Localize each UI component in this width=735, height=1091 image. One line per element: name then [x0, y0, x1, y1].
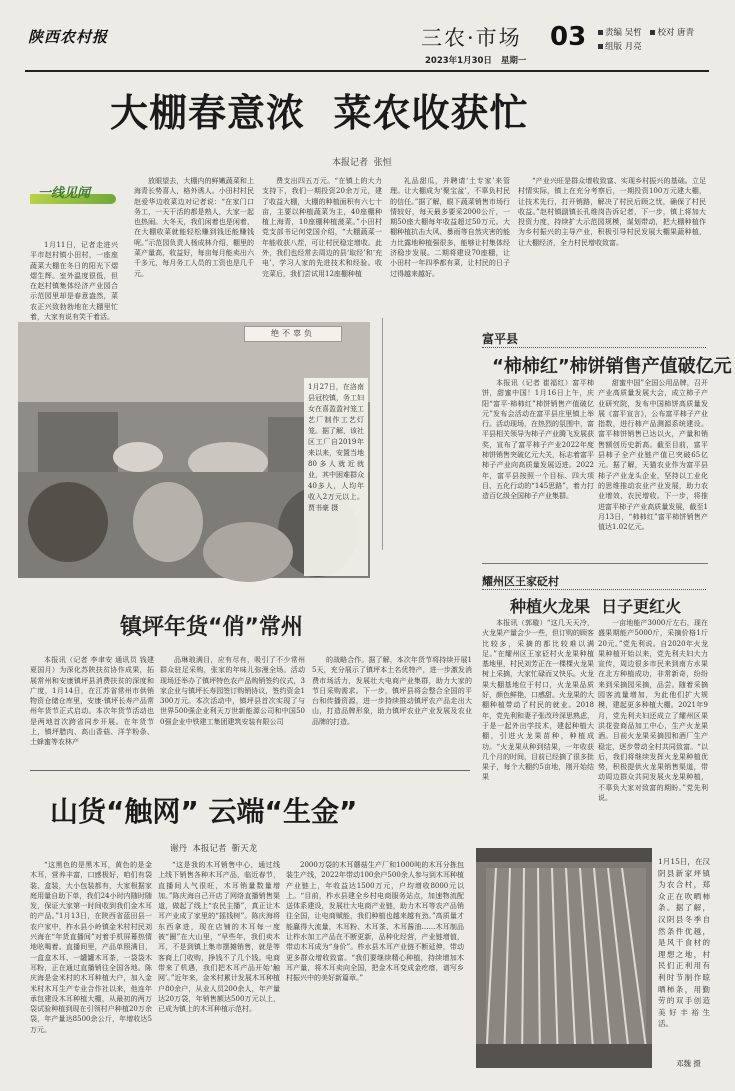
column-tag [30, 178, 118, 208]
zhangping-col-3-text: 的战略合作。据了解，本次年货节将持续开展15天，充分展示了镇坪本土名优特产，进一步激发消费市场活力，发展壮大电商产业集群，助力大家的节日采购需求。下一步，镇坪县将会整合全国的平台和传播资源，进一步持续推动镇坪农产品走出大山，打造品牌形象，助力镇坪农业产业发展及农业品牌的打造。 [312, 656, 472, 726]
zhangping-col-1-text: 本报讯（记者 李聿安 通讯员 钱建 夏国月）为深化苏陕扶贫协作成果，拓展常州和安康镇坪县消费扶贫的深度和广度，1月14日，在江苏省常州市供销物资仓储仓库里，安康·镇坪长寿产品常州年货节正式启动。本次年货节活动也是两地首次跨省同步开展。在年货节上，镇坪腊肉、高山香菇、洋芋粉条、土蜂蜜等农林产 [30, 656, 154, 747]
masthead-rule [25, 70, 709, 72]
lead-col-1-text: 1月11日，记者走进兴平市赵村镇小田村，一座座蔬菜大棚在冬日的阳光下熠熠生辉。室外温度很低，但在赵村镇集体经济产业园合示范园里却是春意盎然，菜农正兴致勃勃地在大棚里忙着，大家有说有笑干着活。 [30, 241, 118, 322]
editor-credits [598, 26, 694, 54]
editor-role-2: 校对 [657, 28, 675, 38]
lead-col-3-text: 费支出四五万元。“在镇上的大力支持下，我们一期投资20余万元，建了收益大棚，大棚的种植面积有六七十亩，主要以种植蔬菜为主，40座棚种植上海青，10座棚种植菠菜。”小田村党支部书记何党国介绍，“大棚蔬菜一年能收获八茬，可让村民稳定增收。此外，我们也经常去周边的县‘取经’和‘充电’，学习人家的先进技术和经验。收完菜后，我们尝试用12座棚种植 [262, 177, 382, 278]
lead-photo-caption [304, 378, 368, 576]
banner-text: 绝不辜负 [271, 329, 315, 338]
dragonfruit-col-2-text: 一亩地能产3000斤左右，现在盛果期能产5000斤，采摘价格1斤20元。”党先利说。自2020年火龙果种植开始以来，党先利夫妇大力宣传，周边很多市民来到南方水果在北方种植成功，非常新奇，纷纷来到采摘园采摘，品尝。随着采摘园客流量增加，为此他们扩大规模，建起更多种植大棚。2021年9月，党先利夫妇还成立了耀州区果洪花瓷商品加工中心，生产火龙果酒。目前火龙果采摘园和酒厂生产稳定，逐步带动全村共同致富。“以后，我们将继续发挥火龙果种植优势，积极提供火龙果销售渠道，带动周边群众共同发展火龙果种植，不辜负大家对致富的期盼。”党先利说。 [598, 619, 708, 803]
date-text: 2023年1月30日 [425, 56, 492, 66]
issue-date [425, 54, 526, 66]
persimmon-drying-photo [476, 848, 652, 1068]
section-name: 三农·市场 [421, 26, 522, 50]
lead-col-4 [390, 176, 510, 300]
fuping-col-1 [482, 378, 594, 558]
shanhuo-col-2 [158, 860, 280, 1082]
zhangping-col-1 [30, 655, 154, 763]
photo-banner [244, 326, 342, 342]
editor-role-3: 组版 [605, 42, 623, 52]
lead-headline: 大棚春意浓 菜农收获忙 [110, 91, 529, 135]
dragonfruit-headline: 种植火龙果 日子更红火 [510, 597, 682, 616]
lead-col-1 [30, 240, 118, 322]
lead-col-3 [262, 176, 382, 300]
zhangping-bottom-rule [30, 770, 470, 771]
lead-col-2-text: 放眼望去，大棚内的鲜嫩蔬菜和上海青长势喜人，格外诱人。小田村村民赵爱华边收菜边对记者说：“在家门口务工，一天干活的都是熟人，大家一起也热闹。大冬天，我们闲着也是闲着，在大棚收菜就能轻松赚到钱还能赚钱呢。”示范园负责人杨成林介绍，棚里的菜产量高，收益好，每亩每月能卖出六千多元，每月务工人员的工资也是几千元。 [134, 177, 254, 278]
shanhuo-col-1 [30, 860, 152, 1082]
masthead [0, 0, 735, 72]
dragonfruit-col-1-text: 本报讯（郭璇）“这几天天冷，火龙果产量会少一些，但订购的顾客比较多，采摘的都比较难以满足。”在耀州区王家砭村火龙果种植基地里，村民刘芳正在一棵棵火龙果树上采摘，大家忙碌而又快乐。火龙果大棚基地位于村口，火龙果品质好，颜色鲜艳，口感甜。火龙果的大棚种植带动了村民的就业。2018年，党先利和妻子张改玲深思熟虑，于是一起外出学技术，建起种植大棚，引进火龙果苗种，种植成功。“火龙果从种到结果，一年收获几个月的时间，目前已经摘了很多批果子，每个大棚约5亩地，刚开始结果 [482, 619, 594, 782]
dragonfruit-col-2 [598, 618, 708, 814]
fuping-col-2 [598, 378, 708, 558]
fuping-headline: “柿柿红”柿饼销售产值破亿元 [492, 356, 732, 377]
page-number: 03 [550, 22, 587, 52]
dragonfruit-region: 耀州区王家砭村 [482, 575, 559, 588]
editor-name-2: 唐青 [677, 28, 695, 38]
shanhuo-byline: 谢丹 本报记者 靳天龙 [170, 844, 258, 854]
shanhuo-col-1-text: “这黑色的是黑木耳，黄色的是金木耳，营养丰富，口感极好，咱们有袋装、盒装，大小包装都有，大家根据家庭用量自助下单，我们24小时内随时随发，保证大家第一时间收到我们金木耳的产品。”1月13日，在陕西省蓝田县一农户家中，柞水县小岭镇金米村村民刘兴海在“年货直播间”对着手机屏幕热情地吆喝着。直播间里，产品单照满目，一盒盒木耳、一罐罐木耳茶，一袋袋木耳粉，正在通过直播销往全国各地。陈庆海是金米村的木耳种植大户，加入金米村木耳生产专业合作社以来，他连年承包建设木耳种植大棚，从最初的两万袋试验种植到现在引领村户种植20万余袋，年产量达8500余公斤，年增收达5万元。 [30, 861, 152, 1034]
shanhuo-col-3 [286, 860, 464, 1082]
editor-name-1: 吴哲 [624, 28, 642, 38]
persimmon-photo-image [476, 848, 652, 1068]
shanhuo-headline: 山货“触网” 云端“生金” [50, 795, 358, 828]
shanhuo-photo-caption-text: 1月15日，在汉阴县新家坪镇为农合村，郑众正在吹晒柿条。据了解，汉阴县冬季自然条件优越，是风干食材的理想之地，村民们正利用有利时节制作晾晒柿条，用勤劳的双手创造美好丰裕生活。 [658, 857, 710, 1029]
zhangping-col-3 [312, 655, 472, 763]
lead-photo-caption-text: 1月27日，在洛南县冠校镇，务工妇女在喜盈盈衬笼工艺厂制作工艺灯笼。据了解，该社区工厂自2019年来以来，安置当地80多人就近就业，其中困难群众40多人，人均年收入2万元以上。 贾书豪 摄 [308, 383, 364, 512]
lead-byline: 本报记者 张恒 [332, 158, 392, 168]
fuping-col-2-text: 甜蜜中国”全国公用品牌，召开产业高质量发展大会，成立柿子产业研究院，发布中国柿饼高质量发展《富平宣言》，公布富平柿子产业指数，进行柿产品测源系统建设。富平柿饼销售已达以火，产量和销售额创历史新高。截至目前，富平县柿子全产业链产值已突破65亿元。据了解，天猫农业作为富平县柿子产业龙头企业，坚持以工业化的思维推动农业产业发展，助力农业增效、农民增收。下一步，将推进富平柿子产业高质量发展，截至1月13日，“柿柿红”富平柿饼销售产值达1.02亿元。 [598, 379, 708, 532]
zhangping-headline: 镇坪年货“俏”常州 [120, 615, 303, 640]
fuping-bottom-rule [482, 563, 708, 564]
lantern-workshop-photo [18, 322, 370, 578]
dragonfruit-dot-rule [482, 589, 706, 590]
tag-text: 一线见闻 [38, 186, 91, 201]
editor-name-3: 月亮 [624, 42, 642, 52]
fuping-divider [382, 318, 383, 550]
shanhuo-col-2-text: “这是我的木耳销售中心，通过线上线下销售各种木耳产品，临近春节，直播间人气很旺，木耳销量数量增加。”陈庆海自己开店了网络直播销售渠道，做起了线上“农民主播”，真正让木耳产业成了家里的“摇钱树”。陈庆海将东西拿进，现在店铺的木耳每一度被“圈”在大山里，“早些年，我们卖木耳，不是到镇上集市摆摊销售，就是等客商上门收购，挣钱不了几个钱。电商带来了机遇，我们把木耳产品开始‘触网’。”近年来，金米村累计发展木耳种植户80余户，从业人员200余人，年产量达20万袋，年销售额达500万元以上，已成为镇上的木耳种植示范村。 [158, 861, 280, 1014]
zhangping-col-2-text: 品琳琅满目，应有尽有，吸引了不少常州群众驻足采购，张家的年味儿弥漫全场。活动现场还举办了镇坪特色农产品购销签约仪式，3家企业与镇坪长寿园签订购销协议，签约资金1300万元。本次活动中，镇坪县首次实现了与世界500强企业利天万世新能源公司和中国500强企业中铁建工集团建筑安装有限公司 [160, 656, 305, 726]
lead-col-2 [134, 176, 254, 300]
shanhuo-photo-credit: 邓魏 摄 [676, 1059, 701, 1068]
fuping-region: 富平县 [482, 332, 519, 346]
fuping-col-1-text: 本报讯（记者 崔福红）富平柿饼，甜蜜中国！1月16日上午，庆阳“富平·柿柿红”柿饼销售产值破亿元”发布会活动在富平县庄里镇上举行。活动现场，在热烈的氛围中，富平县相关领导为柿子产业腾飞发展获奖，宣布了富平柿子产业2022年度柿饼销售突破亿元大关，标志着富平柿子产业向高质量发展迈进。2022年，富平县按照一个目标、四大项目、五化行动的“145思路”，着力打造百亿级全国柿子产业集群。 [482, 379, 594, 501]
dragonfruit-col-1 [482, 618, 594, 814]
lead-col-5-text: “产业兴旺是群众增收致富、实现乡村振兴的基础。立足村情实际，镇上在充分考察后，一期投资100万元建大棚，让技术先行，打开销路，解决了村民后顾之忧，确保了村民收益。”赵村镇副镇长孔维岗告诉记者，下一步，镇上将加大投资力度，持续扩大示范园规模，谋划带动，把大棚种植作为乡村振兴的主导产业，积极引导村民发展大棚果蔬种植，让大棚经济，全力村民增收致富。 [518, 177, 706, 247]
fuping-dot-rule [482, 347, 706, 348]
weekday-text: 星期一 [500, 56, 527, 66]
editor-role-1: 责编 [605, 28, 623, 38]
shanhuo-photo-caption [658, 856, 710, 1046]
lead-col-4-text: 礼品甜瓜，并聘请‘土专家’来管理。让大棚成为‘聚宝盆’，不辜负村民的信任。”据了解，眼下蔬菜销售市场行情较好，每天最多要采2000公斤，一期50座大棚每年收益超过50万元。大棚种植抗击大风、暴雨等自然灾害的能力比露地种植强很多，能够让村集体经济稳步发展。二期将建设70座棚，让小田村一年四季都有菜，让村民的日子过得越来越好。 [390, 177, 510, 278]
newspaper-logo: 陕西农村报 [28, 28, 109, 46]
lead-col-5 [518, 176, 706, 272]
zhangping-col-2 [160, 655, 305, 763]
shanhuo-col-3-text: 2000万袋的木耳蘑菇生产厂和1000吨的木耳分拣包装生产线，2022年带动100余户500余人参与到木耳种植产业链上，年收益达1500万元，户均增收8000元以上。“目前，柞水县建全乡村电商服务站点，加速物流配送体系建设，发展壮大电商产业链，助力木耳等农产品销往全国，让电商赋能，我们种植也越来越有劲。”高质量才能赢得大流量，木耳粉、木耳茶、木耳酱油……木耳制品让柞水加工产品在不断更新，品种化经营，产业链增值，带动木耳成为“身价”。柞水县木耳产业链不断延伸，带动更多群众增收致富。“我们要继续精心种植，持续增加木耳产量，将木耳卖向全国，把金木耳变成金疙瘩，谱写乡村振兴中的美好新篇章。” [286, 861, 464, 983]
